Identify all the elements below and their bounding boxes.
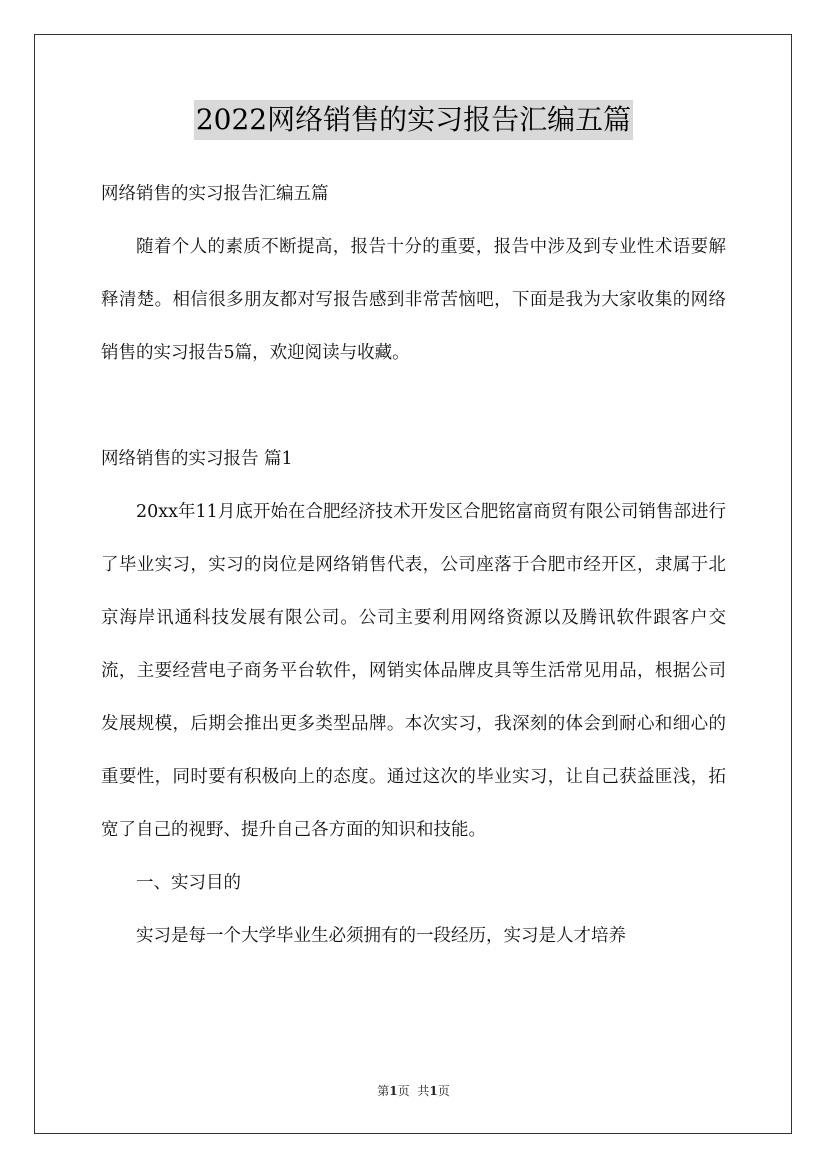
footer-total-suffix: 页 xyxy=(437,1084,450,1098)
blank-line xyxy=(101,380,726,433)
body-paragraph-1: 20xx年11月底开始在合肥经济技术开发区合肥铭富商贸有限公司销售部进行了毕业实习，实习的岗位是网络销售代表，公司座落于合肥市经开区，隶属于北京海岸讯通科技发展有限公司。公司主要利用网络资源以及腾讯软件跟客户交流，主要经营电子商务平台软件，网销实体品牌皮具等生活常见用品，根据公司发展规模，后期会推出更多类型品牌。本次实习，我深刻的体会到耐心和细心的重要性，同时要有积极向上的态度。通过这次的毕业实习，让自己获益匪浅，拓宽了自己的视野、提升自己各方面的知识和技能。 xyxy=(101,502,726,840)
footer-page-number: 1 xyxy=(389,1084,398,1098)
section-heading: 网络销售的实习报告 篇1 xyxy=(101,449,293,469)
document-body xyxy=(101,168,726,963)
footer-total-prefix: 共 xyxy=(417,1084,430,1098)
footer-page-suffix: 页 xyxy=(397,1084,410,1098)
footer-page-prefix: 第 xyxy=(377,1084,390,1098)
body-paragraph-2: 实习是每一个大学毕业生必须拥有的一段经历，实习是人才培养 xyxy=(136,926,626,946)
page-footer xyxy=(0,1082,827,1099)
intro-paragraph: 随着个人的素质不断提高，报告十分的重要，报告中涉及到专业性术语要解释清楚。相信很多朋友都对写报告感到非常苦恼吧，下面是我为大家收集的网络销售的实习报告5篇，欢迎阅读与收藏。 xyxy=(101,237,726,363)
subheading-objective: 一、实习目的 xyxy=(136,873,241,893)
footer-total-number: 1 xyxy=(429,1084,438,1098)
document-title: 2022网络销售的实习报告汇编五篇 xyxy=(194,100,633,140)
title-container xyxy=(0,100,827,140)
document-subtitle: 网络销售的实习报告汇编五篇 xyxy=(101,184,329,204)
